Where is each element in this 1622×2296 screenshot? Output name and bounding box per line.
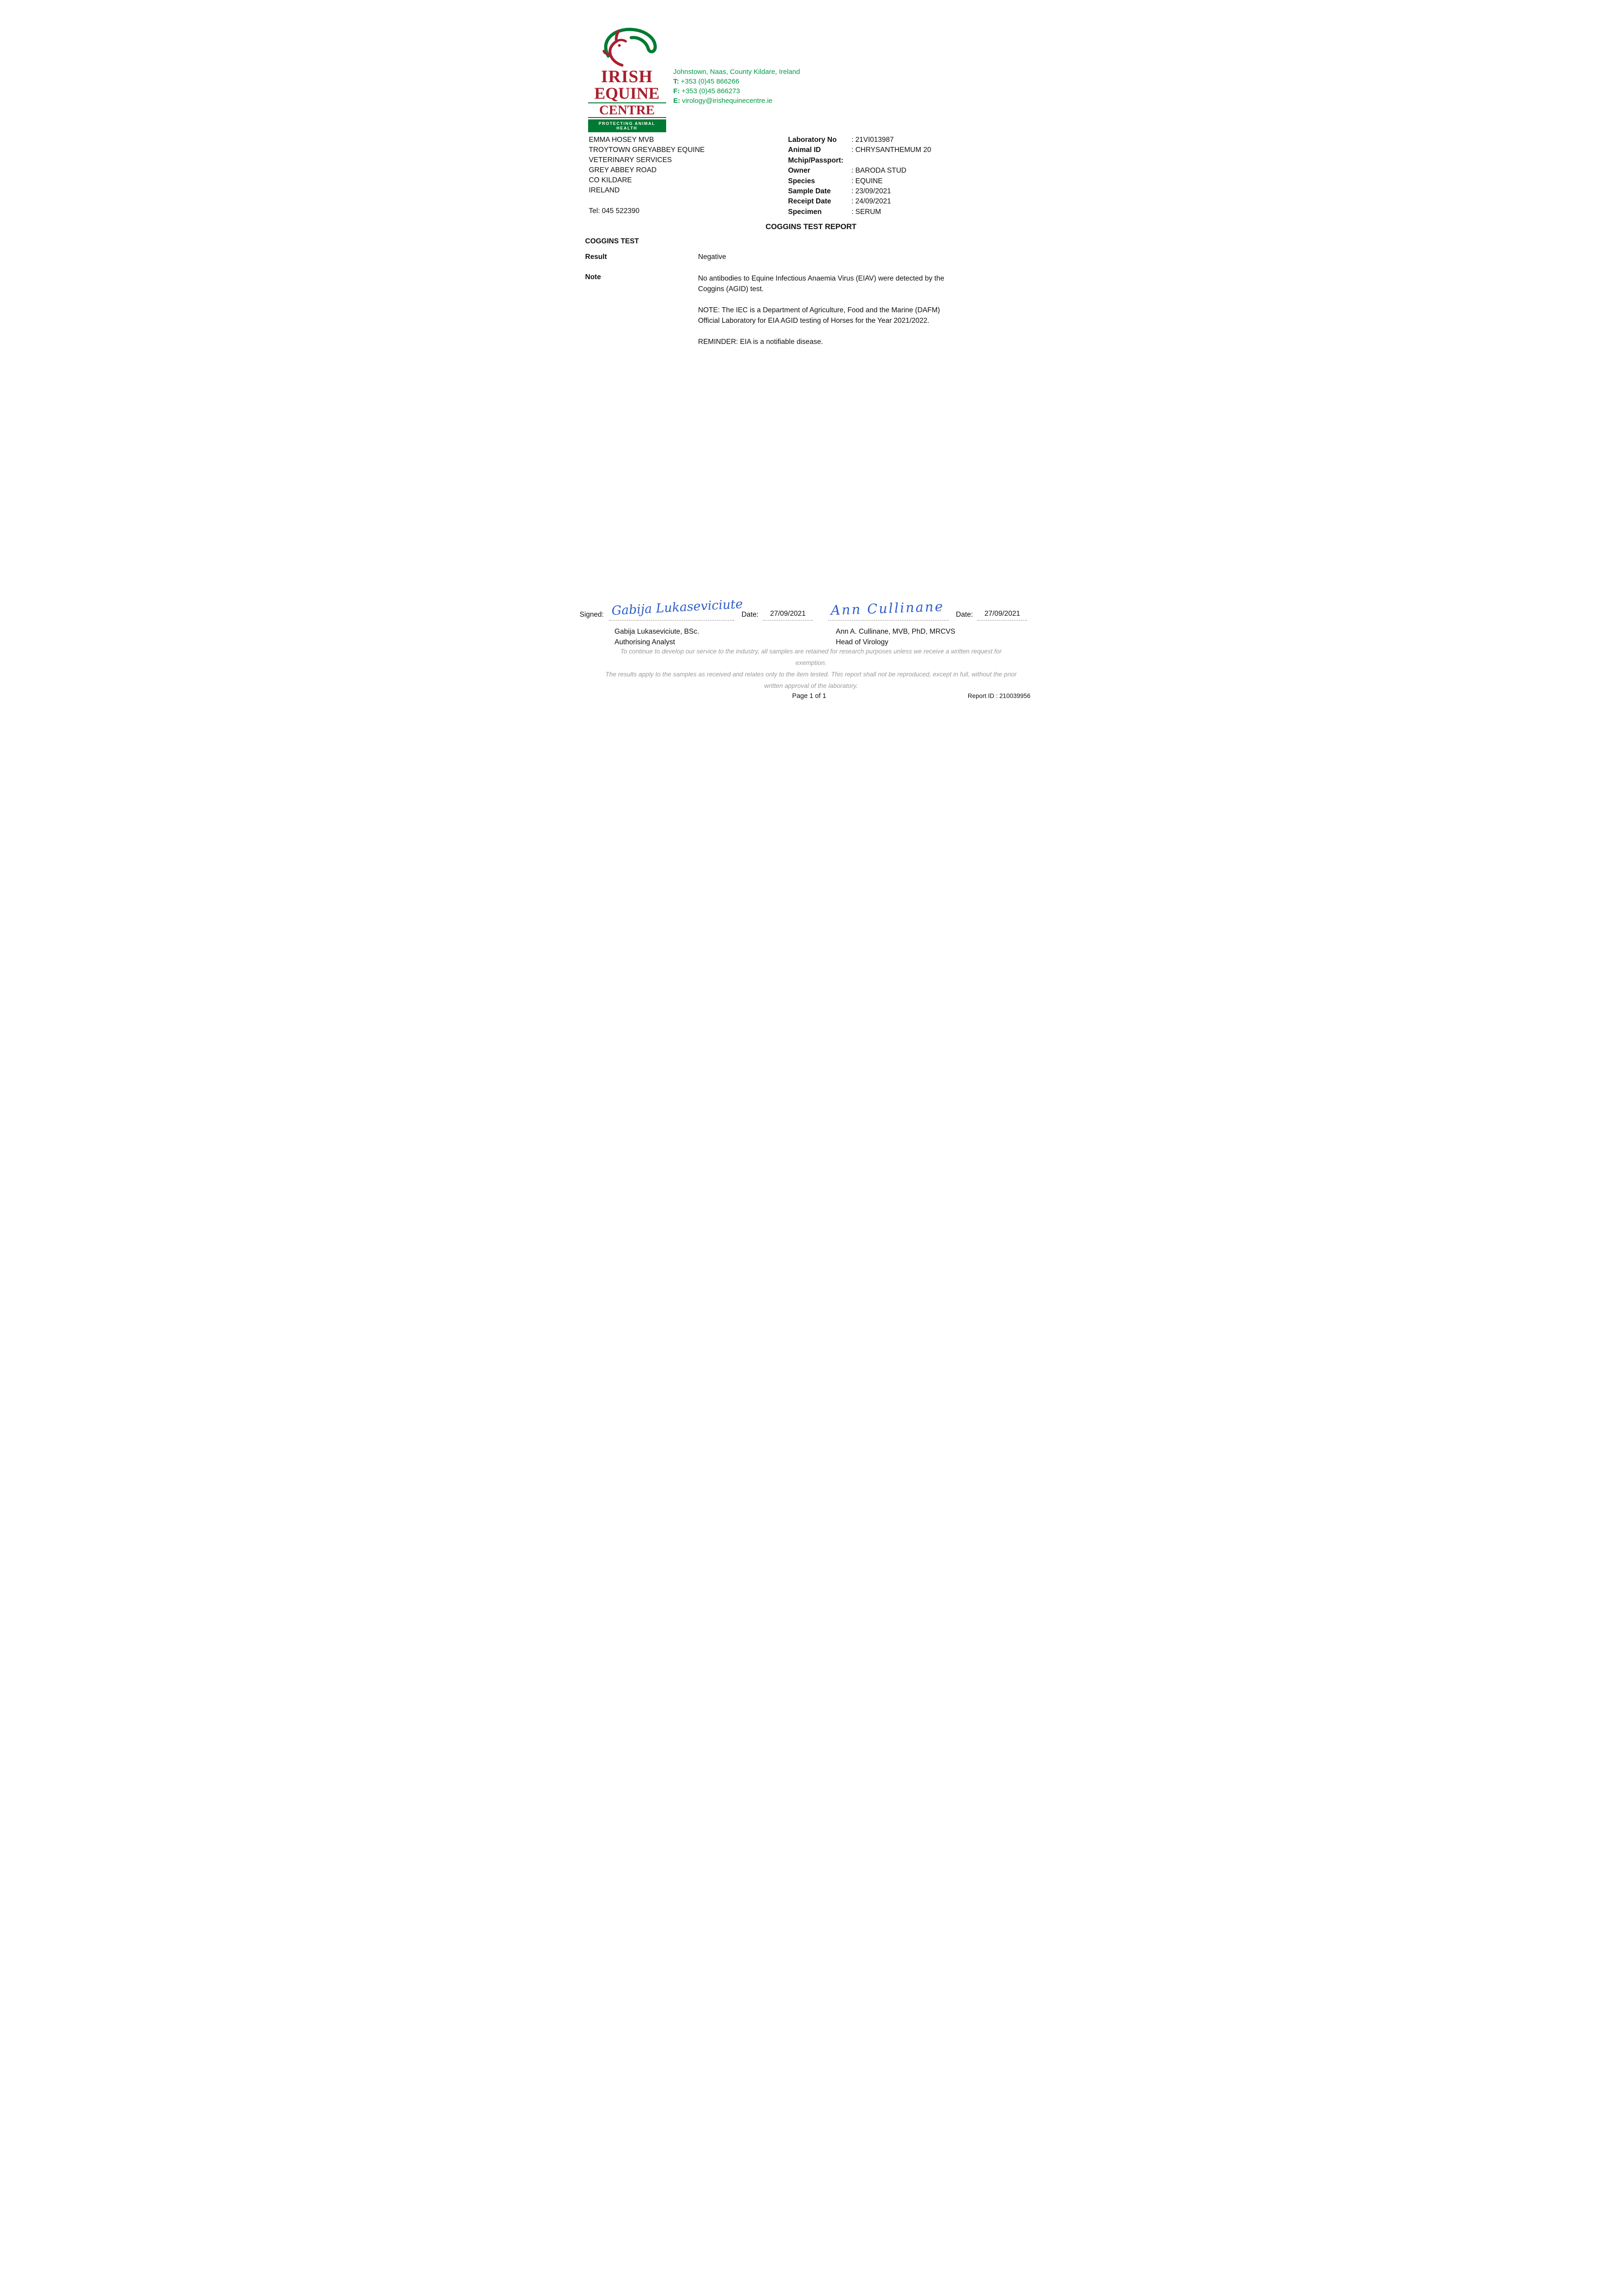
detail-row-sample-date <box>788 186 1034 197</box>
detail-label: Sample Date <box>788 187 831 196</box>
signature-names-row <box>580 626 1045 647</box>
analyst-signature-script: Gabija Lukaseviciute <box>611 597 743 618</box>
report-id: Report ID : 210039956 <box>967 692 1031 699</box>
detail-row-owner <box>788 166 1034 176</box>
logo-tagline-banner: PROTECTING ANIMAL HEALTH <box>588 119 666 132</box>
head-date-value: 27/09/2021 <box>977 610 1027 621</box>
contact-email-value: virology@irishequinecentre.ie <box>682 97 773 105</box>
detail-label: Laboratory No <box>788 136 837 144</box>
detail-row-species <box>788 176 1034 186</box>
recipient-line: IRELAND <box>589 186 620 194</box>
detail-value: : BARODA STUD <box>851 167 907 175</box>
detail-row-laboratory-no <box>788 135 1034 145</box>
recipient-tel: Tel: 045 522390 <box>589 207 640 215</box>
disclaimer-line-2: The results apply to the samples as received and relates only to the item tested. This report shall not be reproduced, except in full, without the prior written approval of the laboratory. <box>605 671 1017 689</box>
report-title: COGGINS TEST REPORT <box>765 223 857 231</box>
analyst-role: Authorising Analyst <box>614 638 675 646</box>
head-name: Ann A. Cullinane, MVB, PhD, MRCVS <box>836 628 955 636</box>
result-row <box>585 253 726 261</box>
info-section <box>589 135 1034 217</box>
recipient-line: TROYTOWN GREYABBEY EQUINE <box>589 146 705 154</box>
head-name-block <box>836 626 955 647</box>
detail-value: : 21VI013987 <box>851 136 894 144</box>
detail-value: : SERUM <box>851 208 881 216</box>
detail-label: Mchip/Passport: <box>788 156 844 164</box>
analyst-date-label: Date: <box>741 611 759 619</box>
detail-value: : CHRYSANTHEMUM 20 <box>851 146 932 154</box>
horse-head-logo-icon <box>593 26 662 68</box>
recipient-address-block <box>589 135 788 217</box>
sample-details-block <box>788 135 1034 217</box>
detail-value: : EQUINE <box>851 177 883 185</box>
detail-row-animal-id <box>788 145 1034 155</box>
page-number: Page 1 of 1 <box>792 692 826 700</box>
result-value: Negative <box>698 253 726 261</box>
recipient-line: GREY ABBEY ROAD <box>589 166 657 174</box>
analyst-signature-line <box>609 588 743 621</box>
contact-email-label: E: <box>673 97 680 105</box>
head-date-label: Date: <box>956 611 973 619</box>
contact-tel-value: +353 (0)45 866266 <box>681 78 740 85</box>
detail-row-receipt-date <box>788 197 1034 207</box>
section-title-coggins-test: COGGINS TEST <box>585 237 639 245</box>
detail-value: : 23/09/2021 <box>851 187 891 196</box>
contact-email <box>673 96 800 106</box>
head-role: Head of Virology <box>836 638 888 646</box>
detail-row-specimen <box>788 207 1034 217</box>
note-label: Note <box>585 273 601 281</box>
contact-block <box>673 26 800 132</box>
analyst-date-value: 27/09/2021 <box>763 610 813 621</box>
logo-word-equine: EQUINE <box>594 84 660 102</box>
logo-word-centre: CENTRE <box>599 102 655 118</box>
contact-fax-label: F: <box>673 87 680 95</box>
note-paragraph: NOTE: The IEC is a Department of Agriculture, Food and the Marine (DAFM) Official Laboratory for EIA AGID testing of Horses for the Year 2021/2022. <box>698 306 940 325</box>
detail-value <box>852 156 1034 166</box>
signature-row <box>580 588 1045 621</box>
disclaimer-line-1: To continue to develop our service to the industry, all samples are retained for research purposes unless we receive a written request for exemption. <box>620 648 1002 666</box>
detail-value: : 24/09/2021 <box>851 197 891 206</box>
detail-label: Species <box>788 177 815 185</box>
disclaimer <box>605 646 1018 692</box>
analyst-name: Gabija Lukaseviciute, BSc. <box>614 628 699 636</box>
result-label: Result <box>585 253 607 261</box>
detail-row-mchip-passport <box>788 156 1034 166</box>
contact-fax <box>673 86 800 96</box>
analyst-name-block <box>615 626 803 647</box>
signed-label: Signed: <box>579 611 604 619</box>
note-row <box>585 273 958 347</box>
logo-word-irish: IRISH <box>601 67 653 86</box>
detail-label: Animal ID <box>788 146 821 154</box>
note-paragraph: No antibodies to Equine Infectious Anaemia Virus (EIAV) were detected by the Coggins (AGID) test. <box>698 275 944 293</box>
note-content <box>698 273 958 347</box>
detail-label: Receipt Date <box>788 197 831 206</box>
contact-address: Johnstown, Naas, County Kildare, Ireland <box>673 68 800 76</box>
detail-label: Owner <box>788 167 810 175</box>
recipient-line: EMMA HOSEY MVB <box>589 136 654 144</box>
head-signature-line <box>828 588 949 621</box>
logo-centre-rules <box>588 102 666 118</box>
page-footer <box>588 692 1031 703</box>
note-paragraph: REMINDER: EIA is a notifiable disease. <box>698 338 823 346</box>
recipient-line: CO KILDARE <box>589 176 632 184</box>
irish-equine-centre-logo <box>588 26 666 132</box>
contact-tel-label: T: <box>673 78 679 85</box>
header <box>588 26 800 132</box>
recipient-line: VETERINARY SERVICES <box>589 156 672 164</box>
signature-area <box>580 588 1045 647</box>
coggins-test-report-page <box>559 0 1064 715</box>
contact-fax-value: +353 (0)45 866273 <box>681 87 740 95</box>
detail-label: Specimen <box>788 208 822 216</box>
head-signature-script: Ann Cullinane <box>830 598 945 618</box>
contact-tel <box>673 77 800 86</box>
